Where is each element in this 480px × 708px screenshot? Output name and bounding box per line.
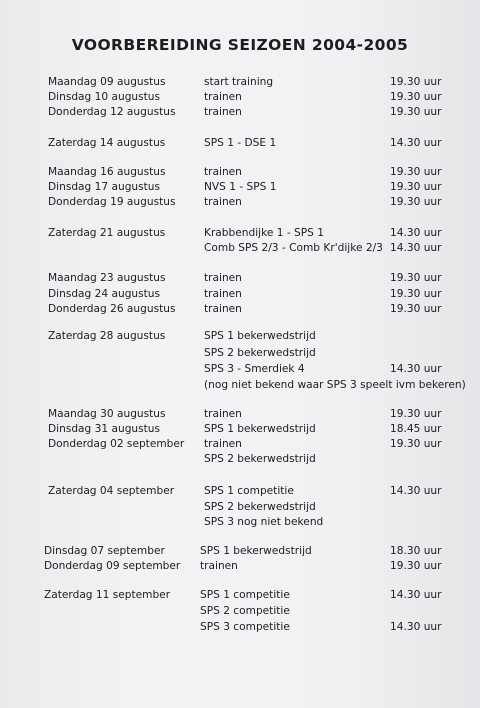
schedule-date: Donderdag 12 augustus: [48, 106, 176, 118]
schedule-activity: SPS 1 competitie: [204, 485, 294, 497]
schedule-activity: SPS 2 competitie: [200, 605, 290, 617]
schedule-time: 14.30 uur: [390, 485, 442, 497]
schedule-activity: trainen: [204, 288, 242, 300]
schedule-date: Zaterdag 28 augustus: [48, 330, 166, 342]
schedule-time: 14.30 uur: [390, 363, 442, 375]
schedule-activity: trainen: [204, 303, 242, 315]
schedule-time: 18.45 uur: [390, 423, 442, 435]
schedule-time: 19.30 uur: [390, 106, 442, 118]
schedule-time: 19.30 uur: [390, 76, 442, 88]
schedule-date: Zaterdag 04 september: [48, 485, 175, 497]
schedule-date: Donderdag 19 augustus: [48, 196, 176, 208]
schedule-date: Maandag 30 augustus: [48, 408, 166, 420]
schedule-time: 19.30 uur: [390, 196, 442, 208]
schedule-time: 19.30 uur: [390, 303, 442, 315]
schedule-date: Maandag 16 augustus: [48, 166, 166, 178]
schedule-activity: SPS 2 bekerwedstrijd: [204, 453, 316, 465]
schedule-date: Dinsdag 10 augustus: [48, 91, 161, 103]
schedule-date: Donderdag 09 september: [44, 560, 181, 572]
schedule-time: 14.30 uur: [390, 137, 442, 149]
schedule-activity: SPS 1 bekerwedstrijd: [204, 423, 316, 435]
schedule-activity: SPS 1 - DSE 1: [204, 137, 277, 149]
schedule-time: 19.30 uur: [390, 166, 442, 178]
schedule-date: Dinsdag 31 augustus: [48, 423, 161, 435]
schedule-activity: trainen: [204, 272, 242, 284]
schedule-date: Zaterdag 11 september: [44, 589, 171, 601]
schedule-time: 14.30 uur: [390, 589, 442, 601]
schedule-activity: SPS 2 bekerwedstrijd: [204, 501, 316, 513]
schedule-date: Donderdag 02 september: [48, 438, 185, 450]
schedule-time: 14.30 uur: [390, 621, 442, 633]
schedule-date: Dinsdag 17 augustus: [48, 181, 161, 193]
schedule-activity: trainen: [204, 106, 242, 118]
schedule-date: Dinsdag 24 augustus: [48, 288, 161, 300]
schedule-activity: trainen: [204, 408, 242, 420]
schedule-time: 19.30 uur: [390, 288, 442, 300]
schedule-activity: Krabbendijke 1 - SPS 1: [204, 227, 324, 239]
schedule-date: Maandag 09 augustus: [48, 76, 166, 88]
schedule-activity: SPS 3 nog niet bekend: [204, 516, 324, 528]
schedule-date: Zaterdag 14 augustus: [48, 137, 166, 149]
schedule-activity: (nog niet bekend waar SPS 3 speelt ivm bekeren): [204, 379, 466, 391]
schedule-time: 18.30 uur: [390, 545, 442, 557]
schedule-time: 19.30 uur: [390, 272, 442, 284]
schedule-activity: start training: [204, 76, 274, 88]
schedule-activity: Comb SPS 2/3 - Comb Kr'dijke 2/3: [204, 242, 383, 254]
schedule-activity: SPS 3 competitie: [200, 621, 290, 633]
schedule-time: 14.30 uur: [390, 227, 442, 239]
schedule-date: Dinsdag 07 september: [44, 545, 165, 557]
page-title: VOORBEREIDING SEIZOEN 2004-2005: [71, 36, 409, 54]
schedule-activity: SPS 2 bekerwedstrijd: [204, 347, 316, 359]
schedule-activity: NVS 1 - SPS 1: [204, 181, 277, 193]
schedule-activity: trainen: [204, 196, 242, 208]
schedule-activity: SPS 3 - Smerdiek 4: [204, 363, 305, 375]
schedule-time: 19.30 uur: [390, 438, 442, 450]
schedule-date: Maandag 23 augustus: [48, 272, 166, 284]
schedule-activity: trainen: [204, 166, 242, 178]
schedule-time: 19.30 uur: [390, 560, 442, 572]
schedule-activity: trainen: [204, 438, 242, 450]
schedule-time: 19.30 uur: [390, 91, 442, 103]
schedule-time: 14.30 uur: [390, 242, 442, 254]
schedule-activity: SPS 1 competitie: [200, 589, 290, 601]
schedule-activity: trainen: [200, 560, 238, 572]
schedule-activity: SPS 1 bekerwedstrijd: [200, 545, 312, 557]
schedule-activity: trainen: [204, 91, 242, 103]
schedule-date: Zaterdag 21 augustus: [48, 227, 166, 239]
schedule-date: Donderdag 26 augustus: [48, 303, 176, 315]
schedule-activity: SPS 1 bekerwedstrijd: [204, 330, 316, 342]
schedule-time: 19.30 uur: [390, 408, 442, 420]
schedule-time: 19.30 uur: [390, 181, 442, 193]
